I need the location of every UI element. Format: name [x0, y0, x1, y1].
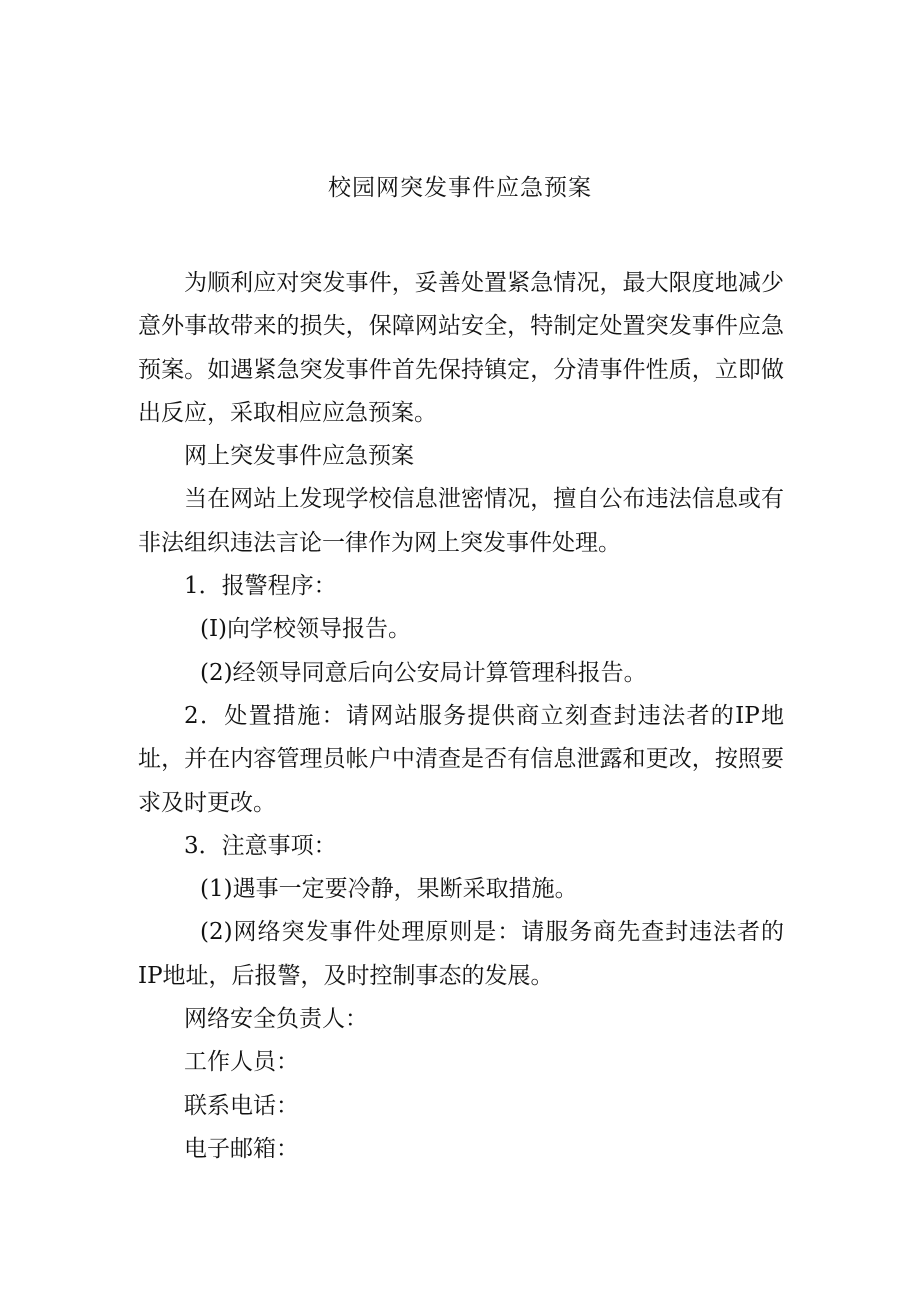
staff-label: 工作人员： — [184, 1049, 299, 1076]
subitem-report-leader: (I)向学校领导报告。 — [200, 616, 412, 643]
item-notes: 3．注意事项： — [184, 832, 337, 859]
document-title: 校园网突发事件应急预案 — [328, 175, 592, 201]
document-body — [138, 262, 784, 1171]
phone-label: 联系电话： — [184, 1092, 299, 1119]
subitem-handling-principle: (2)网络突发事件处理原则是：请服务商先查封违法者的IP地址，后报警，及时控制事态的发展。 — [138, 919, 784, 989]
section-heading: 网上突发事件应急预案 — [184, 443, 414, 470]
subitem-report-police: (2)经领导同意后向公安局计算管理科报告。 — [200, 659, 647, 686]
item-alarm-procedure: 1．报警程序： — [184, 573, 337, 600]
item-handling-measures: 2．处置措施：请网站服务提供商立刻查封违法者的IP地址，并在内容管理员帐户中清查是否有信息泄露和更改，按照要求及时更改。 — [138, 702, 784, 816]
email-label: 电子邮箱： — [184, 1135, 299, 1162]
subitem-stay-calm: (1)遇事一定要冷静，果断采取措施。 — [200, 876, 578, 903]
security-owner-label: 网络安全负责人： — [184, 1006, 368, 1033]
intro-paragraph: 为顺利应对突发事件，妥善处置紧急情况，最大限度地减少意外事故带来的损失，保障网站安全，特制定处置突发事件应急预案。如遇紧急突发事件首先保持镇定，分清事件性质，立即做出反应，采取相应应急预案。 — [138, 270, 784, 426]
definition-paragraph: 当在网站上发现学校信息泄密情况，擅自公布违法信息或有非法组织违法言论一律作为网上突发事件处理。 — [138, 486, 784, 556]
